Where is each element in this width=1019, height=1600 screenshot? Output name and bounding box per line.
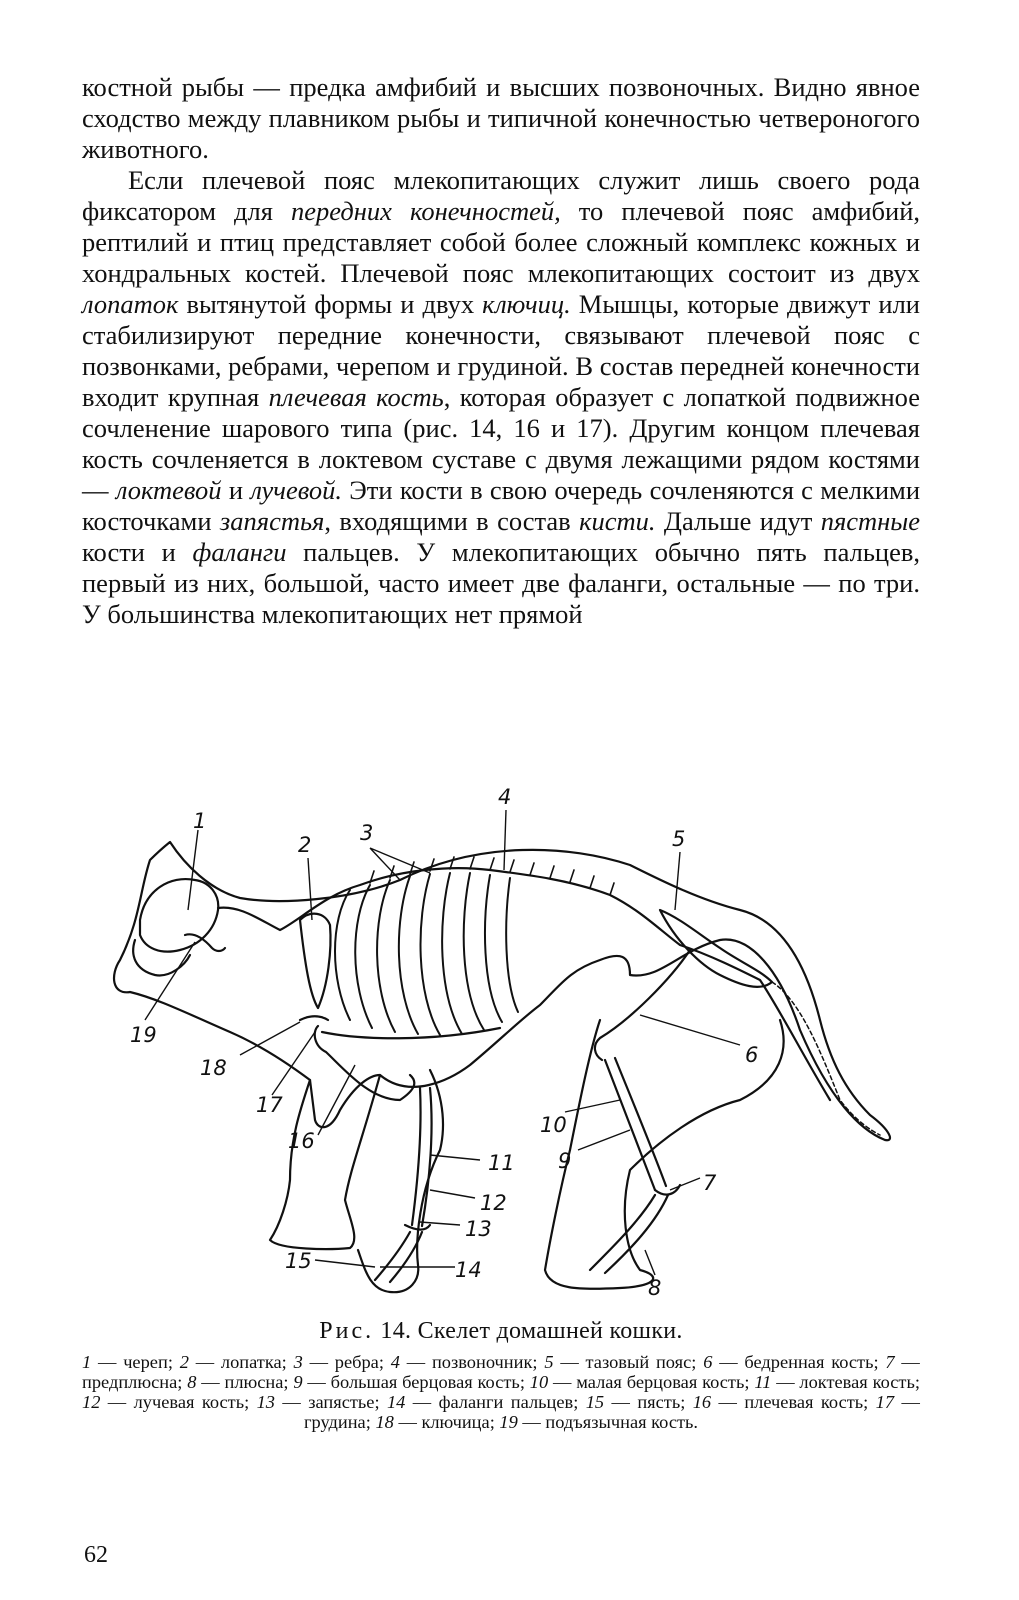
figure-label-2: 2: [298, 833, 312, 857]
paragraph: [82, 165, 920, 630]
legend-item: [180, 1352, 282, 1372]
legend-dash: —: [98, 1352, 117, 1372]
italic-term: запястья: [219, 506, 325, 536]
text-run: вытянутой формы и двух: [178, 289, 483, 319]
legend-item: [82, 1352, 168, 1372]
legend-number: 7: [885, 1352, 895, 1372]
figure-caption-label: Рис.: [319, 1318, 375, 1344]
figure-label-4: 4: [498, 785, 512, 809]
ribs: [335, 873, 518, 1035]
cat-skeleton-illustration: [100, 770, 900, 1310]
text-run: и: [221, 475, 251, 505]
legend-item: [391, 1352, 533, 1372]
text-run: Эти кости в свою очередь сочленяются с мелкими косточками: [82, 475, 921, 536]
legend-dash: —: [901, 1392, 920, 1412]
pelvis: [660, 910, 772, 987]
italic-term: передних конечностей,: [290, 196, 561, 226]
figure-label-13: 13: [465, 1217, 492, 1241]
figure-label-12: 12: [480, 1191, 507, 1215]
front-metacarpus: [375, 1232, 422, 1282]
text-run: Если плечевой пояс млекопитающих служит лишь своего рода фиксатором для: [82, 165, 920, 226]
skull: [140, 879, 218, 952]
legend-text: локтевая кость: [799, 1372, 915, 1392]
italic-term: плечевая кость: [268, 382, 444, 412]
front-leg-outline: [270, 1075, 380, 1249]
legend-item: [586, 1392, 680, 1412]
legend-dash: —: [282, 1392, 301, 1412]
legend-item: [754, 1372, 915, 1392]
legend-item: [530, 1372, 745, 1392]
text-run: кости и: [82, 537, 193, 567]
italic-term: ключиц.: [482, 289, 571, 319]
legend-text: позвоночник: [431, 1352, 533, 1372]
legend-text: ребра: [334, 1352, 379, 1372]
figure-label-9: 9: [558, 1149, 572, 1173]
italic-term: фаланги: [192, 537, 287, 567]
legend-number: 6: [703, 1352, 713, 1372]
tail-bones: [772, 982, 880, 1135]
legend-text: грудина: [303, 1412, 366, 1432]
legend-number: 4: [390, 1352, 400, 1372]
legend-text: тазовый пояс: [585, 1352, 692, 1372]
legend-number: 10: [529, 1372, 549, 1392]
legend-text: предплюсна: [82, 1372, 178, 1392]
legend-dash: —: [776, 1372, 795, 1392]
legend-text: череп: [123, 1352, 168, 1372]
legend-dash: —: [412, 1392, 432, 1412]
italic-term: лопаток: [82, 289, 179, 319]
figure-label-5: 5: [672, 827, 686, 851]
legend-item: [257, 1392, 375, 1412]
legend-item: [693, 1392, 863, 1412]
figure-label-10: 10: [540, 1113, 567, 1137]
legend-number: 5: [544, 1352, 554, 1372]
figure-label-3: 3: [360, 821, 374, 845]
italic-term: кисти.: [579, 506, 656, 536]
legend-dash: —: [201, 1372, 220, 1392]
cat-outline: [114, 842, 890, 1140]
figure-label-16: 16: [288, 1129, 315, 1153]
legend-text: плюсна: [224, 1372, 284, 1392]
metatarsus: [590, 1195, 668, 1273]
legend-text: ключица: [421, 1412, 490, 1432]
scapula: [300, 914, 331, 1008]
legend-dash: —: [560, 1352, 579, 1372]
italic-term: лучевой.: [250, 475, 342, 505]
legend-item: [293, 1372, 519, 1392]
figure-label-7: 7: [703, 1171, 717, 1195]
page-number: 62: [84, 1542, 108, 1568]
text-run: Дальше идут: [655, 506, 821, 536]
figure-label-15: 15: [285, 1249, 312, 1273]
legend-text: бедренная кость: [744, 1352, 874, 1372]
figure-label-19: 19: [130, 1023, 157, 1047]
legend-text: фаланги пальцев: [438, 1392, 574, 1412]
legend-number: 3: [293, 1352, 303, 1372]
legend-dash: —: [309, 1352, 328, 1372]
text-run: пальцев. У млекопитающих обычно пять пальцев, первый из них, большой, часто имеет две фаланги, остальные — по три. У большинства млекопитающих нет прямой: [82, 537, 920, 629]
legend-dash: —: [307, 1372, 326, 1392]
legend-text: большая берцовая кость: [330, 1372, 520, 1392]
legend-item: [82, 1392, 244, 1412]
legend-text: плечевая кость: [744, 1392, 864, 1412]
legend-dash: —: [398, 1412, 417, 1432]
text-run: костной рыбы — предка амфибий и высших позвоночных. Видно явное сходство между плавником рыбы и типичной конечностью четвероногого животного.: [82, 72, 920, 164]
legend-item: [703, 1352, 873, 1372]
legend-number: 14: [386, 1392, 406, 1412]
legend-item: [387, 1392, 573, 1412]
text-run: , которая образует с лопаткой подвижное сочленение шарового типа (рис. 14, 16 и 17). Другим концом плечевая кость сочленяется в локтевом суставе с двумя лежащими рядом костями —: [82, 382, 920, 505]
legend-number: 16: [692, 1392, 712, 1412]
femur: [595, 950, 690, 1060]
legend-text: лопатка: [220, 1352, 282, 1372]
jaw: [133, 940, 190, 975]
figure-label-14: 14: [455, 1258, 482, 1282]
text-run: Мышцы, которые движут или стабилизируют передние конечности, связывают плечевой пояс с позвонками, ребрами, черепом и грудиной. В состав передней конечности входит крупная: [82, 289, 920, 412]
ulna: [412, 1088, 421, 1225]
legend-dash: —: [195, 1352, 215, 1372]
tarsus: [655, 1185, 680, 1195]
legend-item: [187, 1372, 283, 1392]
text-run: то плечевой пояс амфибий, рептилий и птиц представляет собой более сложный комплекс кожных и хондральных костей. Плечевой пояс млекопитающих состоит из двух: [82, 196, 921, 288]
legend-text: малая берцовая кость: [576, 1372, 745, 1392]
legend-number: 19: [499, 1412, 518, 1432]
legend-dash: —: [553, 1372, 572, 1392]
legend-number: 2: [179, 1352, 189, 1372]
figure-label-11: 11: [488, 1151, 515, 1175]
paragraph: [82, 72, 920, 165]
figure-label-18: 18: [200, 1056, 227, 1080]
figure-caption-title: [82, 1318, 920, 1345]
legend-dash: —: [719, 1352, 738, 1372]
figure-caption-text: 14. Скелет домашней кошки.: [380, 1318, 683, 1344]
figure-label-8: 8: [648, 1276, 662, 1300]
figure-label-6: 6: [745, 1043, 759, 1067]
legend-number: 9: [293, 1372, 303, 1392]
legend-number: 8: [187, 1372, 197, 1392]
fibula: [615, 1058, 666, 1186]
legend-number: 11: [754, 1372, 772, 1392]
clavicle: [300, 1016, 328, 1020]
legend-text: запястье: [308, 1392, 375, 1412]
legend-item: [499, 1412, 693, 1432]
legend-dash: —: [522, 1412, 541, 1432]
figure-label-17: 17: [256, 1093, 283, 1117]
legend-item: [375, 1412, 489, 1432]
legend-number: 13: [256, 1392, 275, 1412]
legend-number: 15: [585, 1392, 605, 1412]
legend-dash: —: [718, 1392, 737, 1412]
sternum: [322, 1028, 500, 1038]
legend-text: пясть: [637, 1392, 681, 1412]
legend-number: 1: [82, 1352, 92, 1372]
italic-term: пястные: [820, 506, 921, 536]
cat-skeleton-figure: [100, 770, 900, 1310]
text-run: , входящими в состав: [324, 506, 580, 536]
legend-number: 12: [82, 1392, 101, 1412]
figure-label-1: 1: [193, 809, 207, 833]
leader-lines: [145, 810, 740, 1275]
legend-dash: —: [107, 1392, 127, 1412]
legend-dash: —: [406, 1352, 426, 1372]
legend-item: [544, 1352, 691, 1372]
body-text: [82, 72, 920, 630]
legend-item: [294, 1352, 379, 1372]
radius: [422, 1088, 432, 1226]
legend-dash: —: [901, 1352, 920, 1372]
legend-text: лучевая кость: [133, 1392, 245, 1412]
legend-number: 18: [375, 1412, 394, 1432]
legend-number: 17: [875, 1392, 895, 1412]
legend-text: подъязычная кость: [545, 1412, 694, 1432]
legend-dash: —: [611, 1392, 630, 1412]
italic-term: локтевой: [115, 475, 222, 505]
figure-legend: 1 — череп; 2 — лопатка; 3 — ребра; 4 — позвоночник; 5 — тазовый пояс; 6 — бедренная кость; 7 — предплюсна; 8 — плюсна; 9 — большая берцовая кость; 10 — малая берцовая кость; 11 — локтевая кость; 12 — лучевая кость; 13 — запястье; 14 — фаланги пальцев; 15 — пясть; 16 — плечевая кость; 17 — грудина; 18 — ключица; 19 — подъязычная кость.: [82, 1352, 920, 1432]
